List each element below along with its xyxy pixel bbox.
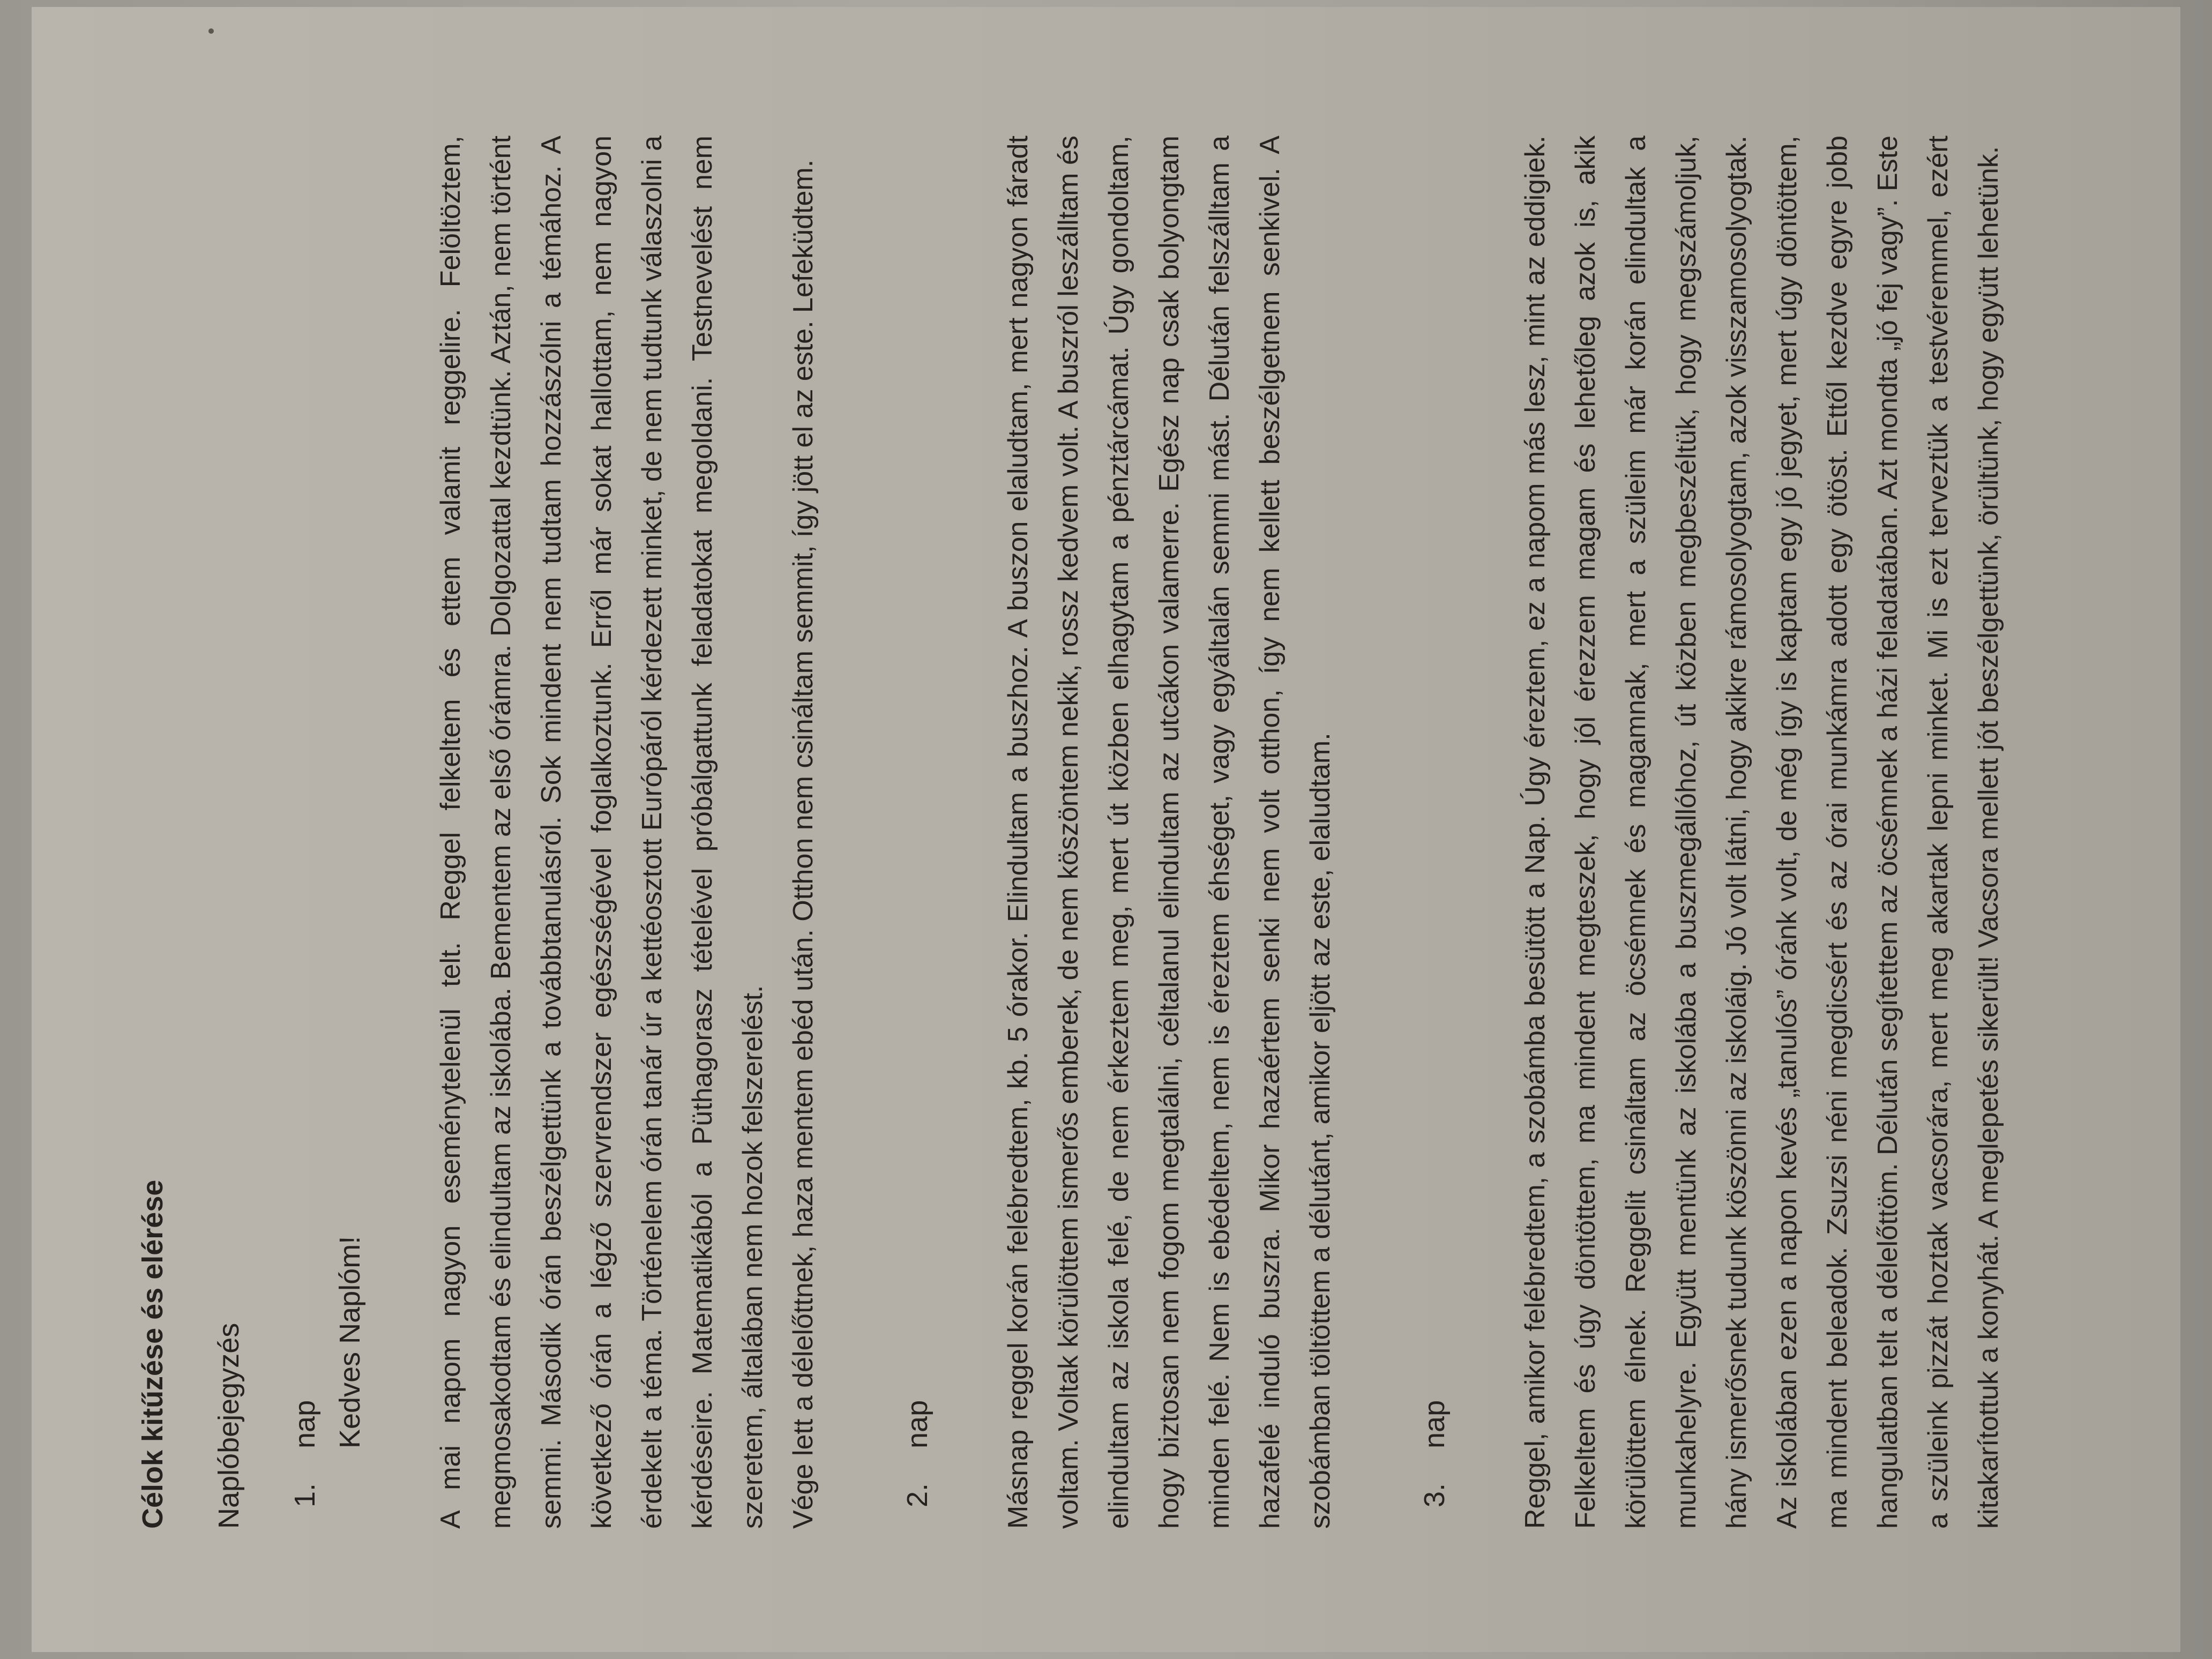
paper-speck xyxy=(208,28,214,34)
entry-header xyxy=(1418,136,1451,1529)
document-subtitle: Naplóbejegyzés xyxy=(213,1322,245,1529)
entry-number: 1. xyxy=(289,1483,321,1507)
entry-number: 2. xyxy=(901,1483,933,1507)
diary-entry-3 xyxy=(1418,136,2014,1529)
entry-paragraph: A mai napom nagyon eseménytelenül telt. Reggel felkeltem és ettem valamit reggelire. Felöltöztem, megmosakodtam és elindultam az iskolába. Bementem az első órámra. Dolgozattal kezdtünk. Aztán, nem történt semmi. Második órán beszélgettünk a továbbtanulásról. Sok mindent nem tudtam hozzászólni a témához. A következő órán a légző szervrendszer egészségével foglalkoztunk. Erről már sokat hallottam, nem nagyon érdekelt a téma. Történelem órán tanár úr a kettéosztott Európáról kérdezett minket, de nem tudtunk válaszolni a kérdéseire. Matematikából a Püthagorasz tételével próbálgattunk feladatokat megoldani. Testnevelést nem szeretem, általában nem hozok felszerelést. xyxy=(435,136,768,1529)
entry-number: 3. xyxy=(1418,1483,1451,1507)
entry-greeting: Kedves Naplóm! xyxy=(334,1236,366,1448)
document-title: Célok kitűzése és elérése xyxy=(137,1179,169,1529)
entry-label: nap xyxy=(289,1400,321,1448)
entry-header xyxy=(901,136,934,1529)
entry-header xyxy=(288,136,322,1529)
diary-entry-2 xyxy=(901,136,1346,1529)
entry-label: nap xyxy=(901,1400,933,1448)
entry-paragraph: Másnap reggel korán felébredtem, kb. 5 órakor. Elindultam a buszhoz. A buszon elaludtam, mert nagyon fáradt voltam. Voltak körülöttem ismerős emberek, de nem köszöntem nekik, rossz kedvem volt. A buszról leszálltam és elindultam az iskola felé, de nem érkeztem meg, mert út közben elhagytam a pénztárcámat. Úgy gondoltam, hogy biztosan nem fogom megtalálni, céltalanul elindultam az utcákon valamerre. Egész nap csak bolyongtam minden felé. Nem is ebédeltem, nem is éreztem éhséget, vagy egyáltalán semmi mást. Délután felszálltam a hazafelé induló buszra. Mikor hazaértem senki nem volt otthon, így nem kellett beszélgetnem senkivel. A szobámban töltöttem a délutánt, amikor eljött az este, elaludtam. xyxy=(1003,136,1336,1529)
entry-paragraph: Reggel, amikor felébredtem, a szobámba besütött a Nap. Úgy éreztem, ez a napom más lesz, mint az eddigiek. Felkeltem és úgy döntöttem, ma mindent megteszek, hogy jól érezzem magam és lehetőleg azok is, akik körülöttem élnek. Reggelit csináltam az öcsémnek és magamnak, mert a szüleim már korán elindultak a munkahelyre. Együtt mentünk az iskolába a buszmegállóhoz, út közben megbeszéltük, hogy megszámoljuk, hány ismerősnek tudunk köszönni az iskoláig. Jó volt látni, hogy akikre rámosolyogtam, azok visszamosolyogtak. Az iskolában ezen a napon kevés „tanulós” óránk volt, de még így is kaptam egy jó jegyet, mert úgy döntöttem, ma mindent beleadok. Zsuzsi néni megdicsért és az órai munkámra adott egy ötöst. Ettől kezdve egyre jobb hangulatban telt a délelőttöm. Délután segítettem az öcsémnek a házi feladatában. Azt mondta „jó fej vagy”. Este a szüleink pizzát hoztak vacsorára, mert meg akartak lepni minket. Mi is ezt terveztük a testvéremmel, ezért kitakarítottuk a konyhát. A meglepetés sikerült! Vacsora mellett jót beszélgettünk, örültünk, hogy együtt lehetünk. xyxy=(1520,136,2004,1529)
entry-label: nap xyxy=(1418,1400,1451,1448)
entry-paragraph: Vége lett a délelőttnek, haza mentem ebéd után. Otthon nem csináltam semmit, így jött el az este. Lefeküdtem. xyxy=(788,159,819,1529)
diary-entry-1 xyxy=(288,136,828,1529)
paper-sheet xyxy=(32,7,2180,1652)
